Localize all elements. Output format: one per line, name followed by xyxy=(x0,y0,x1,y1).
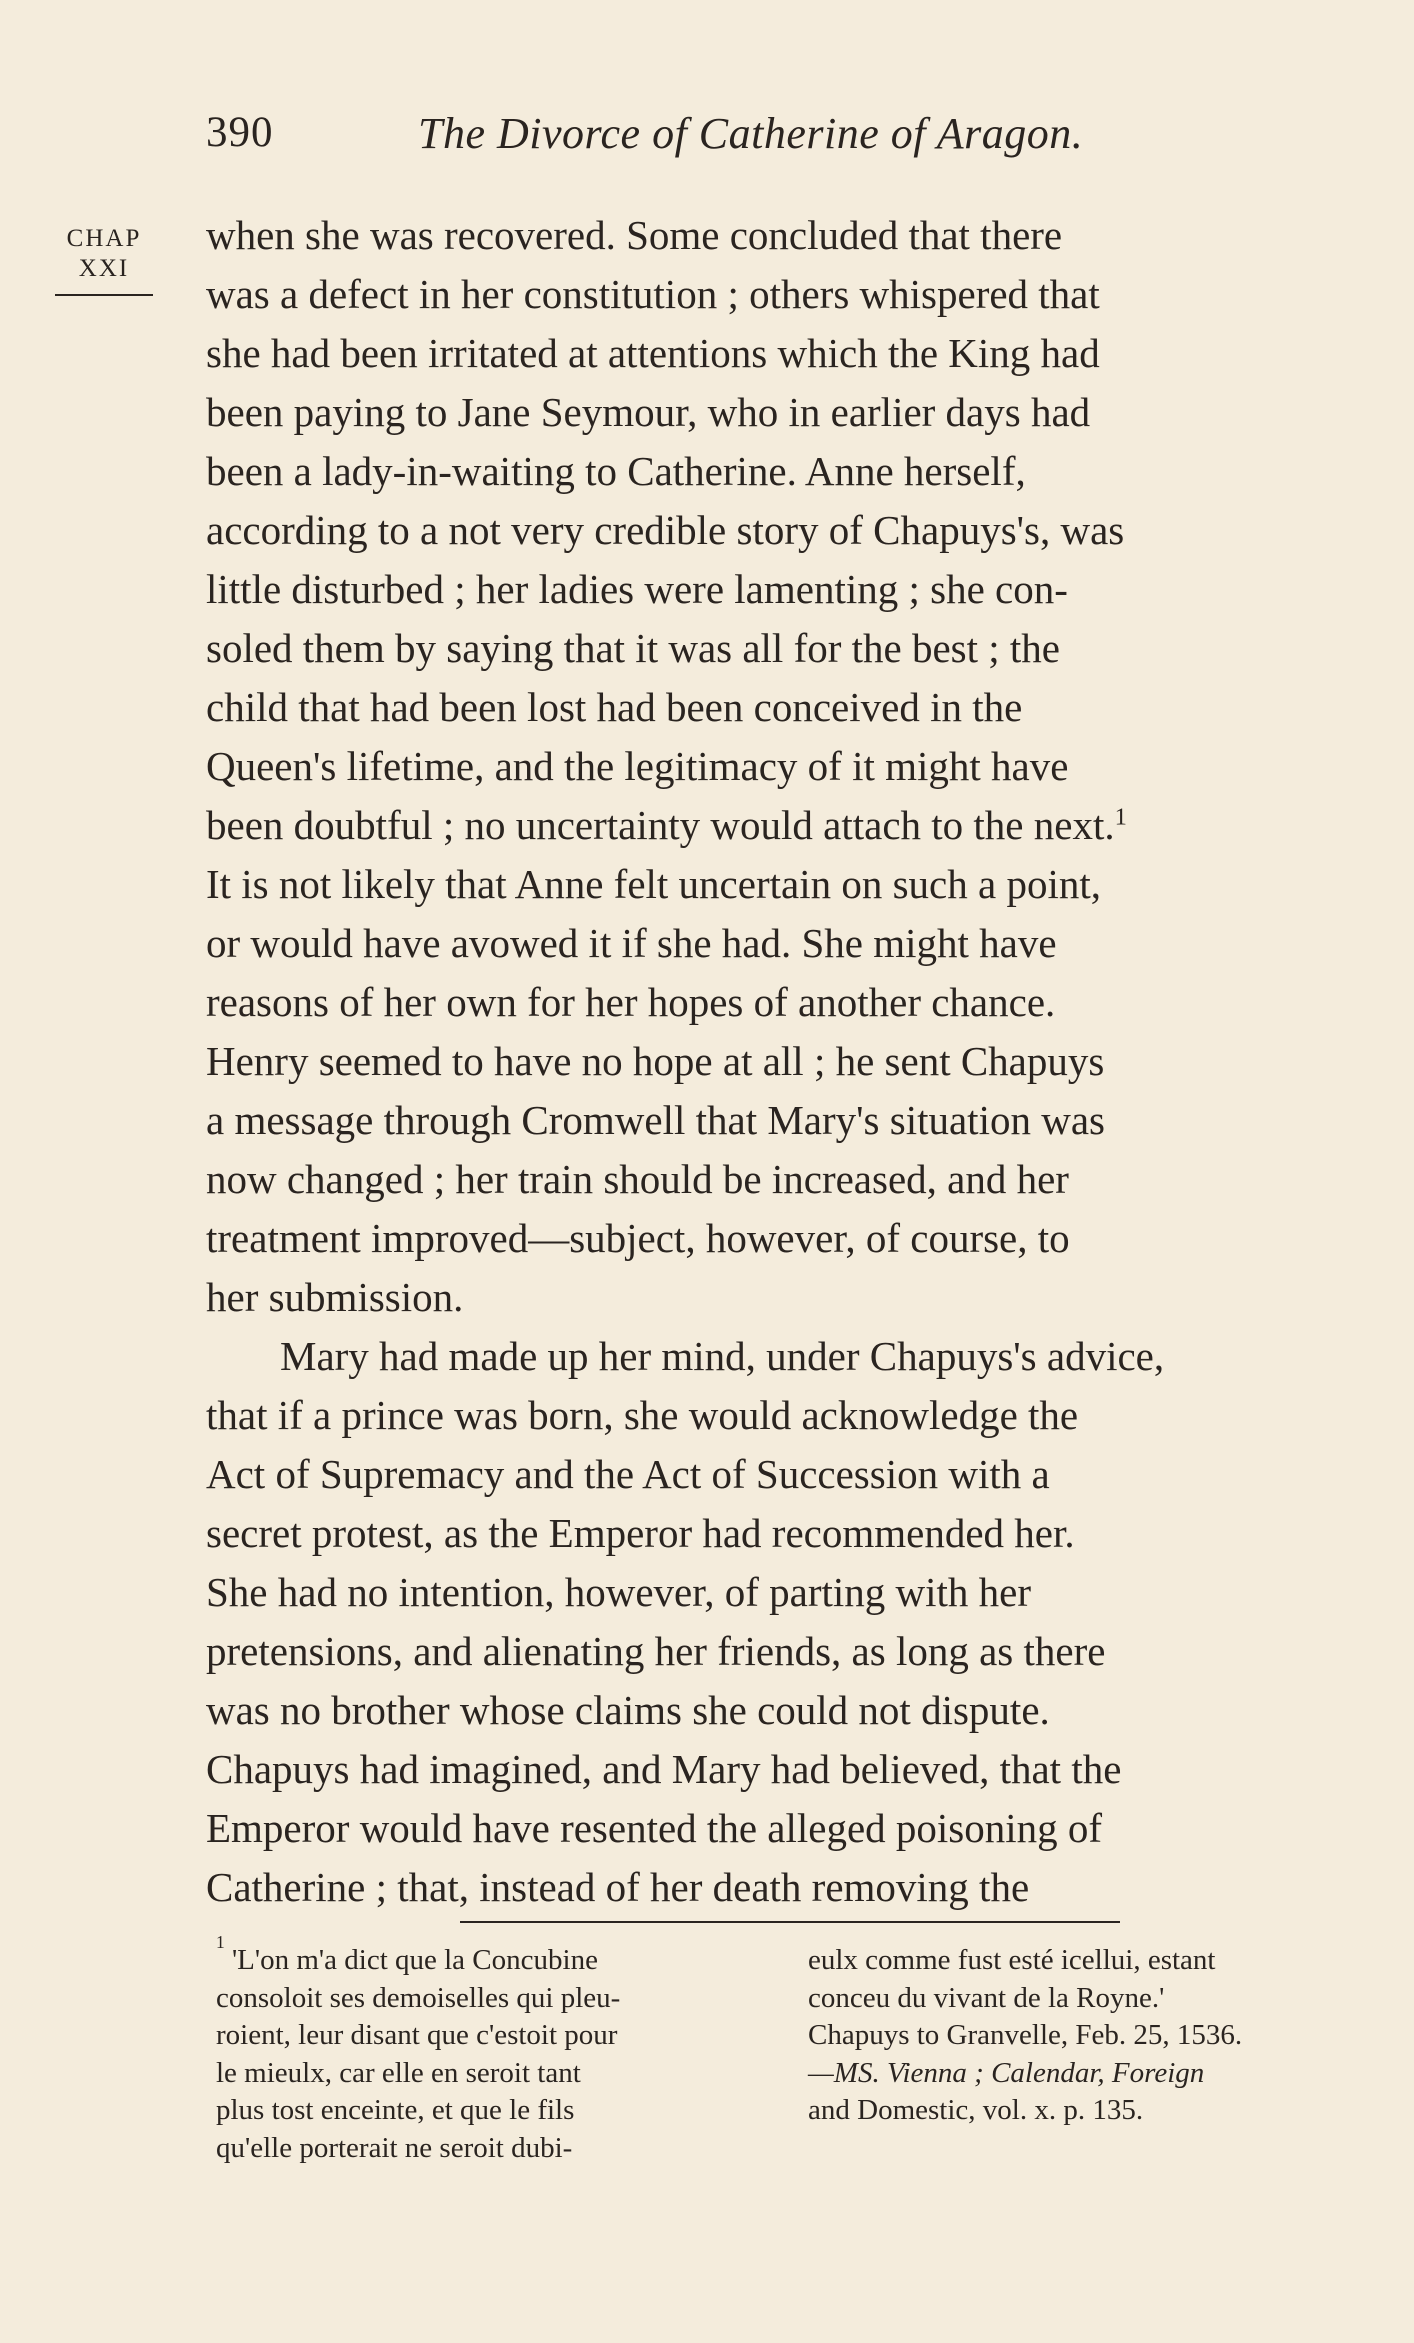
body-line: a message through Cromwell that Mary's situation was xyxy=(206,1097,1105,1143)
body-line: little disturbed ; her ladies were lamenting ; she con- xyxy=(206,566,1068,612)
body-line: was a defect in her constitution ; others whispered that xyxy=(206,271,1100,317)
body-line: that if a prince was born, she would acknowledge the xyxy=(206,1392,1079,1438)
chapter-label: CHAP xyxy=(66,225,142,252)
footnote-line: le mieulx, car elle en seroit tant xyxy=(216,2056,581,2089)
footnote-line: 1 'L'on m'a dict que la Concubine xyxy=(216,1942,768,1980)
body-line: now changed ; her train should be increased, and her xyxy=(206,1156,1069,1202)
body-line: her submission. xyxy=(206,1274,464,1320)
body-line: been paying to Jane Seymour, who in earlier days had xyxy=(206,389,1091,435)
running-title: The Divorce of Catherine of Aragon. xyxy=(418,109,1084,158)
page-header xyxy=(200,108,1200,158)
chapter-margin-note xyxy=(54,224,154,296)
body-line: according to a not very credible story of Chapuys's, was xyxy=(206,507,1125,553)
body-line: was no brother whose claims she could not dispute. xyxy=(206,1687,1050,1733)
margin-rule xyxy=(55,294,153,296)
body-line: Henry seemed to have no hope at all ; he sent Chapuys xyxy=(206,1038,1105,1084)
body-line: been a lady-in-waiting to Catherine. Anne herself, xyxy=(206,448,1026,494)
body-line: been doubtful ; no uncertainty would attach to the next.$^1$ xyxy=(206,802,1127,848)
body-line: reasons of her own for her hopes of another chance. xyxy=(206,979,1056,1025)
footnote-line: qu'elle porterait ne seroit dubi- xyxy=(216,2131,573,2164)
footnote-line: plus tost enceinte, et que le fils xyxy=(216,2094,575,2126)
body-line: she had been irritated at attentions which the King had xyxy=(206,330,1100,376)
page-number: 390 xyxy=(206,109,274,156)
body-line: soled them by saying that it was all for the best ; the xyxy=(206,625,1060,671)
body-line: Mary had made up her mind, under Chapuys's advice, xyxy=(280,1333,1165,1379)
footnote-reference: 1 xyxy=(1114,803,1127,831)
body-text xyxy=(206,206,1352,1917)
footnote-line: Chapuys to Granvelle, Feb. 25, 1536. xyxy=(808,2019,1243,2051)
body-line: Chapuys had imagined, and Mary had believed, that the xyxy=(206,1746,1122,1792)
body-line: treatment improved—subject, however, of course, to xyxy=(206,1215,1070,1261)
body-line: Queen's lifetime, and the legitimacy of it might have xyxy=(206,743,1069,789)
body-line: She had no intention, however, of parting with her xyxy=(206,1569,1032,1615)
body-line: It is not likely that Anne felt uncertain on such a point, xyxy=(206,861,1101,907)
footnote-line: eulx comme fust esté icellui, estant xyxy=(808,1944,1216,1976)
footnote-line: conceu du vivant de la Royne.' xyxy=(808,1981,1165,2014)
footnote-column-right xyxy=(808,1942,1368,2130)
footnote-column-left xyxy=(216,1932,768,2167)
footnote-line: —MS. Vienna ; Calendar, Foreign xyxy=(808,2056,1205,2089)
footnote-line: consoloit ses demoiselles qui pleu- xyxy=(216,1981,621,2014)
footnote-divider xyxy=(460,1921,1120,1923)
body-line: Emperor would have resented the alleged poisoning of xyxy=(206,1805,1103,1851)
body-line: pretensions, and alienating her friends, as long as there xyxy=(206,1628,1106,1674)
footnote-line: and Domestic, vol. x. p. 135. xyxy=(808,2094,1144,2126)
body-line: child that had been lost had been conceived in the xyxy=(206,684,1023,730)
body-line: Catherine ; that, instead of her death removing the xyxy=(206,1864,1030,1910)
body-line: Act of Supremacy and the Act of Succession with a xyxy=(206,1451,1050,1497)
footnote-line: roient, leur disant que c'estoit pour xyxy=(216,2019,618,2051)
body-line: when she was recovered. Some concluded that there xyxy=(206,212,1063,258)
footnote-marker: 1 xyxy=(216,1932,225,1952)
chapter-number: XXI xyxy=(78,255,130,282)
body-line: secret protest, as the Emperor had recommended her. xyxy=(206,1510,1075,1556)
body-line: or would have avowed it if she had. She might have xyxy=(206,920,1057,966)
